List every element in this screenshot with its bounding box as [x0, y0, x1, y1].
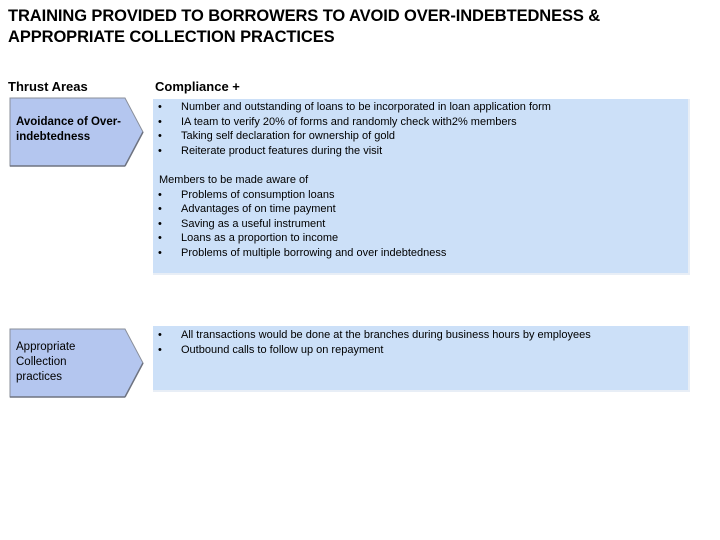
compliance-panel-collection: • All transactions would be done at the branches during business hours by employees • Outbound calls to follow up on repayment [153, 326, 690, 392]
members-intro: Members to be made aware of [159, 174, 309, 186]
thrust-area-label: Appropriate Collection practices [16, 341, 76, 383]
compliance-panel-overindebtedness: • Number and outstanding of loans to be incorporated in loan application form • IA team to verify 20% of forms and randomly check with2% members • Taking self declaration for ownership of gold • Reiterate product features during the visit Members to be made aware of • Problems of consumption loans • Advantages of on time payment • Saving as a useful instrument • Loans as a proportion to income • Problems of multiple borrowing and over indebtedness [153, 99, 690, 275]
thrust-area-label: Avoidance of Over-indebtedness [16, 116, 122, 143]
page-title: TRAINING PROVIDED TO BORROWERS TO AVOID OVER-INDEBTEDNESS & APPROPRIATE COLLECTION PRACTICES [8, 7, 601, 46]
thrust-area-chevron-collection [9, 328, 144, 398]
compliance-header: Compliance + [155, 79, 240, 94]
thrust-area-chevron-overindebtedness [9, 97, 144, 167]
thrust-areas-header: Thrust Areas [8, 79, 88, 94]
